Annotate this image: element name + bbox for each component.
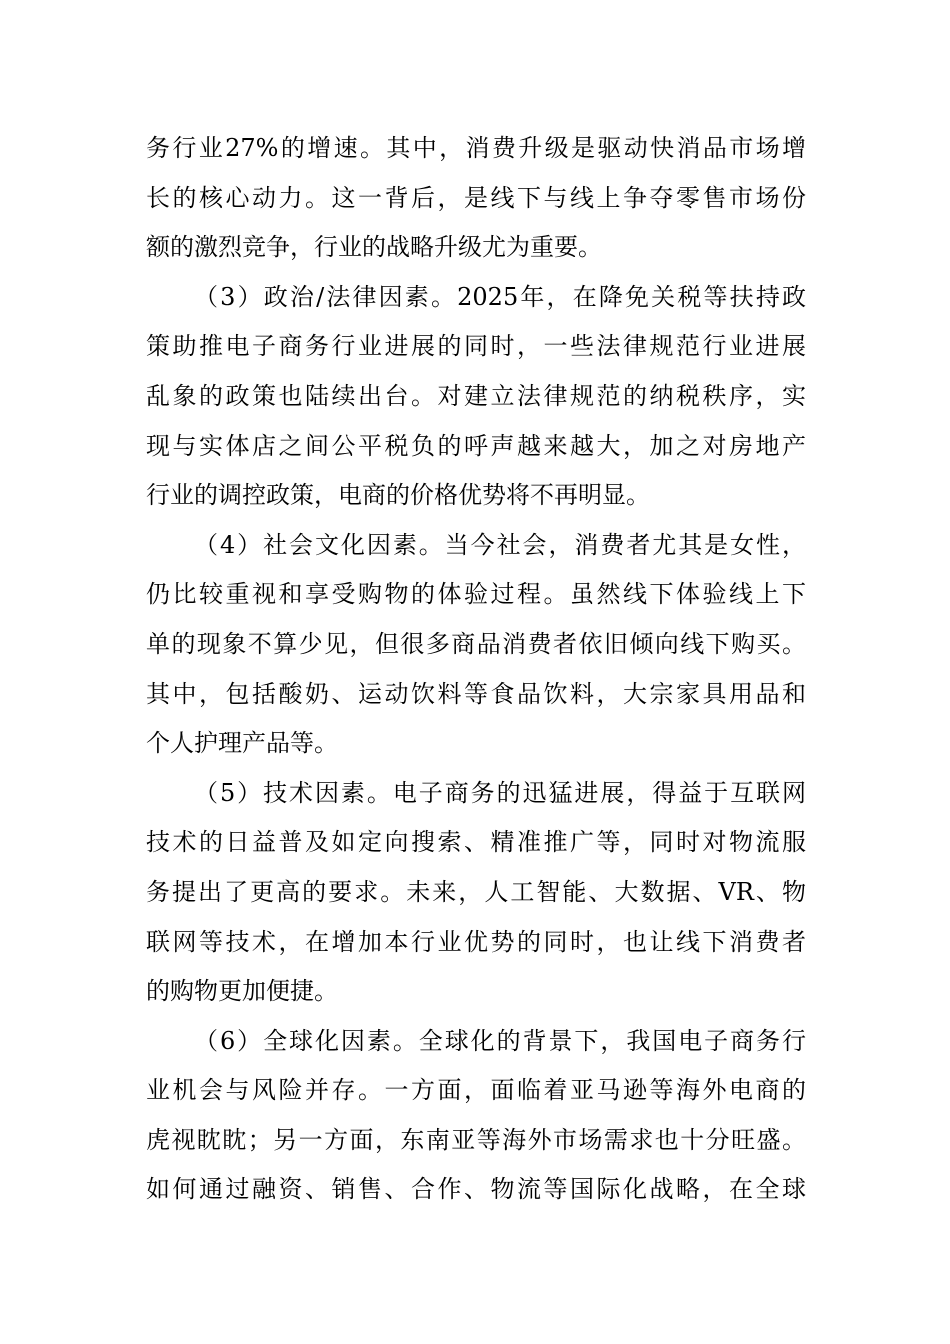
text-line: 虎视眈眈；另一方面，东南亚等海外市场需求也十分旺盛。: [146, 1125, 806, 1154]
paragraph-social-cultural: [146, 521, 806, 769]
text-line: （5）技术因素。电子商务的迅猛进展，得益于互联网: [194, 778, 806, 807]
paragraph-technology: [146, 769, 806, 1017]
text-line: 业机会与风险并存。一方面，面临着亚马逊等海外电商的: [146, 1076, 806, 1105]
text-line: 技术的日益普及如定向搜索、精准推广等，同时对物流服: [146, 828, 806, 857]
text-line: 务提出了更高的要求。未来，人工智能、大数据、VR、物: [146, 877, 806, 906]
text-line: 额的激烈竞争，行业的战略升级尤为重要。: [146, 233, 602, 262]
paragraph-political-legal: [146, 273, 806, 521]
text-line: 长的核心动力。这一背后，是线下与线上争夺零售市场份: [146, 183, 806, 212]
text-line: 联网等技术，在增加本行业优势的同时，也让线下消费者: [146, 927, 806, 956]
text-line: 仍比较重视和享受购物的体验过程。虽然线下体验线上下: [146, 580, 806, 609]
text-line: 个人护理产品等。: [146, 729, 338, 758]
text-line: 乱象的政策也陆续出台。对建立法律规范的纳税秩序，实: [146, 381, 806, 410]
text-line: 行业的调控政策，电商的价格优势将不再明显。: [146, 481, 650, 510]
text-line: 现与实体店之间公平税负的呼声越来越大，加之对房地产: [146, 431, 806, 460]
text-line: 如何通过融资、销售、合作、物流等国际化战略，在全球: [146, 1175, 806, 1204]
text-line: （6）全球化因素。全球化的背景下，我国电子商务行: [194, 1026, 806, 1055]
text-line: （3）政治/法律因素。2025年，在降免关税等扶持政: [194, 282, 806, 311]
paragraph-globalization: [146, 1017, 806, 1215]
text-line: （4）社会文化因素。当今社会，消费者尤其是女性，: [194, 530, 806, 559]
body-text: [146, 124, 806, 1215]
paragraph-continuation: [146, 124, 806, 273]
text-line: 单的现象不算少见，但很多商品消费者依旧倾向线下购买。: [146, 629, 806, 658]
text-line: 策助推电子商务行业进展的同时，一些法律规范行业进展: [146, 332, 806, 361]
text-line: 的购物更加便捷。: [146, 977, 338, 1006]
text-line: 务行业27%的增速。其中，消费升级是驱动快消品市场增: [146, 134, 806, 162]
text-line: 其中，包括酸奶、运动饮料等食品饮料，大宗家具用品和: [146, 679, 806, 708]
